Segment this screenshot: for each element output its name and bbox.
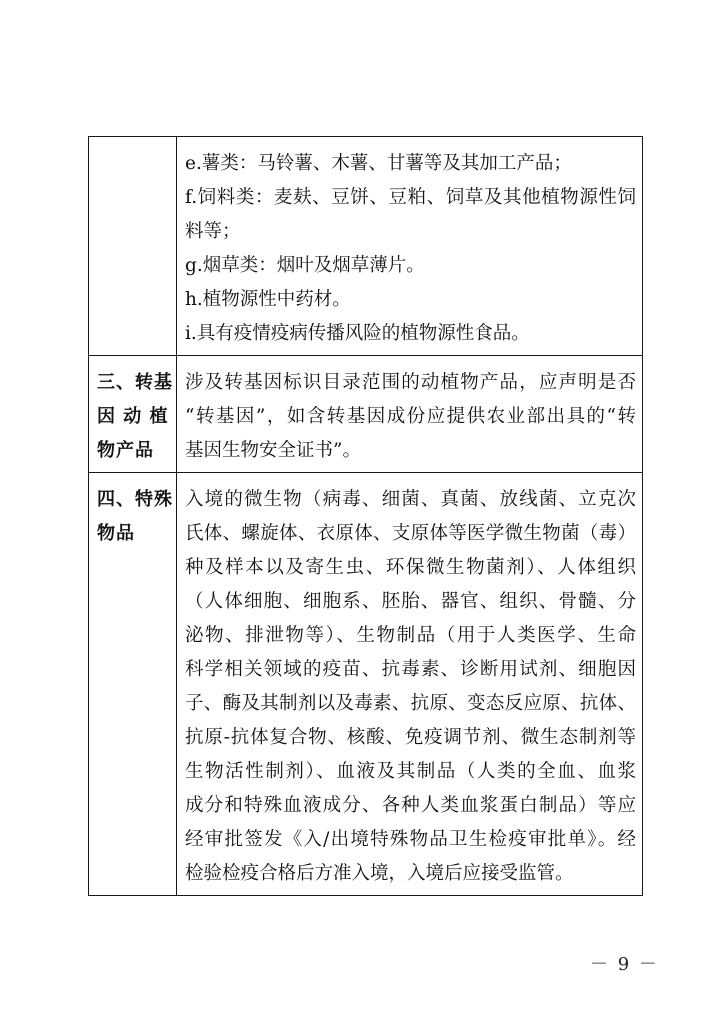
text-line: 基因生物安全证书”。 bbox=[185, 440, 361, 461]
category-label: 因 动 植 bbox=[97, 406, 169, 427]
category-label: 四、特殊 bbox=[97, 489, 173, 510]
text-line: 经审批签发《入/出境特殊物品卫生检疫审批单》。经 bbox=[185, 829, 636, 850]
table-row bbox=[89, 473, 643, 896]
text-line: h.植物源性中药材。 bbox=[185, 289, 351, 310]
text-line: 氏体、螺旋体、衣原体、支原体等医学微生物菌（毒） bbox=[185, 523, 636, 544]
text-line: 料等； bbox=[185, 221, 241, 242]
text-line: 入境的微生物（病毒、细菌、真菌、放线菌、立克次 bbox=[185, 489, 636, 510]
text-line: 成分和特殊血液成分、各种人类血浆蛋白制品）等应 bbox=[185, 795, 636, 816]
content-table bbox=[88, 136, 643, 896]
text-line: 涉及转基因标识目录范围的动植物产品，应声明是否 bbox=[185, 372, 636, 393]
text-line: i.具有疫情疫病传播风险的植物源性食品。 bbox=[185, 323, 530, 344]
category-cell bbox=[89, 473, 177, 896]
content-cell bbox=[177, 473, 643, 896]
text-line: 检验检疫合格后方准入境，入境后应接受监管。 bbox=[185, 863, 574, 884]
category-cell bbox=[89, 356, 177, 473]
table-row bbox=[89, 356, 643, 473]
category-cell bbox=[89, 137, 177, 356]
text-line: 生物活性制剂）、血液及其制品（人类的全血、血浆 bbox=[185, 761, 636, 782]
text-line: （人体细胞、细胞系、胚胎、器官、组织、骨髓、分 bbox=[185, 591, 636, 612]
text-line: 泌物、排泄物等）、生物制品（用于人类医学、生命 bbox=[185, 625, 636, 646]
category-label: 物品 bbox=[97, 523, 135, 544]
text-line: 种及样本以及寄生虫、环保微生物菌剂）、人体组织 bbox=[185, 557, 636, 578]
content-cell bbox=[177, 137, 643, 356]
text-line: “转基因”，如含转基因成份应提供农业部出具的“转 bbox=[185, 406, 636, 427]
category-label: 三、转基 bbox=[97, 372, 173, 393]
page-number: － 9 － bbox=[590, 954, 659, 975]
table-row bbox=[89, 137, 643, 356]
text-line: 子、酶及其制剂以及毒素、抗原、变态反应原、抗体、 bbox=[185, 693, 636, 714]
text-line: 科学相关领域的疫苗、抗毒素、诊断用试剂、细胞因 bbox=[185, 659, 636, 680]
content-cell bbox=[177, 356, 643, 473]
category-label: 物产品 bbox=[97, 440, 154, 461]
text-line: e.薯类：马铃薯、木薯、甘薯等及其加工产品； bbox=[185, 153, 572, 174]
text-line: f.饲料类：麦麸、豆饼、豆粕、饲草及其他植物源性饲 bbox=[185, 187, 636, 208]
text-line: g.烟草类：烟叶及烟草薄片。 bbox=[185, 255, 425, 276]
text-line: 抗原-抗体复合物、核酸、免疫调节剂、微生态制剂等 bbox=[185, 727, 636, 748]
